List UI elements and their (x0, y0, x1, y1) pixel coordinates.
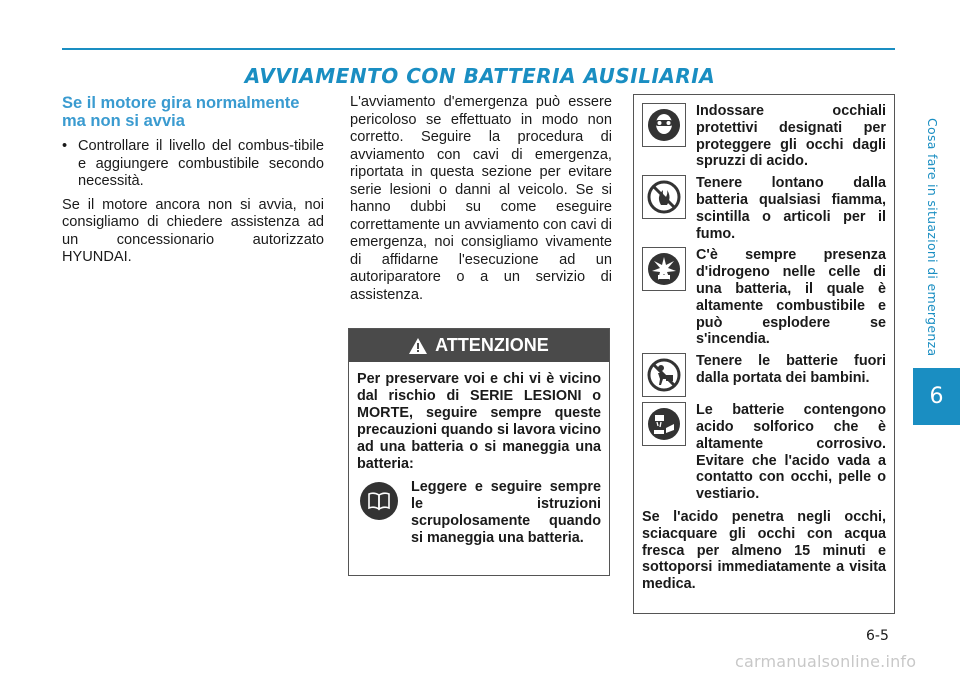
bullet-item (62, 138, 324, 191)
bullet-text: Controllare il livello del combus-tibile e aggiungere combustibile secondo necessità. (78, 138, 324, 189)
warning-text: C'è sempre presenza d'idrogeno nelle celle di una batteria, il quale è altamente combustibile e può esplodere se s'incendia. (696, 247, 886, 348)
bullet-symbol: • (62, 138, 68, 154)
manual-book-icon (357, 479, 401, 523)
attention-title: ATTENZIONE (435, 335, 549, 355)
explosion-icon (642, 247, 686, 291)
middle-paragraph: L'avviamento d'emergenza può essere pericoloso se effettuato in modo non corretto. Seguire la procedura di avviamento con cavi di emergenza, riportata in questa sezione per evitare serie lesioni o danni al veicolo. Se si hanno dubbi su come eseguire correttamente un avviamento con cavi di emergenza, noi consigliamo vivamente di affidarne l'esecuzione ad un autoriparatore o a un servizio di assistenza. (350, 94, 613, 303)
attention-item (357, 479, 601, 547)
warning-item (642, 175, 886, 242)
attention-intro: Per preservare voi e chi vi è vicino dal rischio di SERIE LESIONI o MORTE, seguire sempre queste precauzioni quando si lavora vicino ad una batteria o si maneggia una batteria: (357, 371, 601, 472)
warning-text: Tenere le batterie fuori dalla portata dei bambini. (696, 353, 886, 386)
page-number: 6-5 (866, 628, 889, 644)
middle-column (350, 94, 612, 304)
attention-body (349, 362, 609, 547)
attention-box (348, 328, 610, 576)
battery-warnings-box (633, 94, 895, 614)
warning-triangle-icon (409, 338, 427, 354)
warning-item (642, 402, 886, 503)
watermark: carmanualsonline.info (735, 652, 917, 671)
acid-eye-instructions: Se l'acido penetra negli occhi, sciacquare gli occhi con acqua fresca per almeno 15 minuti e sottoporsi immediatamente a visita medica. (642, 508, 886, 593)
page-title: AVVIAMENTO CON BATTERIA AUSILIARIA (244, 64, 716, 88)
no-flame-icon (642, 175, 686, 219)
keep-away-children-icon (642, 353, 686, 397)
warning-text: Le batterie contengono acido solforico che è altamente corrosivo. Evitare che l'acido vada a contatto con occhi, pelle o vestiario. (696, 402, 886, 503)
safety-goggles-icon (642, 103, 686, 147)
section-heading: Se il motore gira normalmente ma non si avvia (62, 94, 300, 130)
chapter-number-tab: 6 (913, 368, 960, 425)
warning-item (642, 353, 886, 397)
left-paragraph: Se il motore ancora non si avvia, noi consigliamo di chiedere assistenza ad un concessionario autorizzato HYUNDAI. (62, 196, 324, 265)
attention-item-text: Leggere e seguire sempre le istruzioni scrupolosamente quando si maneggia una batteria. (411, 479, 601, 547)
warning-item (642, 103, 886, 170)
left-column (62, 94, 324, 267)
warning-item (642, 247, 886, 348)
corrosive-acid-icon (642, 402, 686, 446)
header-rule (62, 48, 895, 50)
warning-text: Indossare occhiali protettivi designati per proteggere gli occhi dagli spruzzi di acido. (696, 103, 886, 170)
warning-text: Tenere lontano dalla batteria qualsiasi fiamma, scintilla o articoli per il fumo. (696, 175, 886, 242)
chapter-side-label: Cosa fare in situazioni di emergenza (925, 118, 940, 357)
attention-header (349, 329, 609, 362)
